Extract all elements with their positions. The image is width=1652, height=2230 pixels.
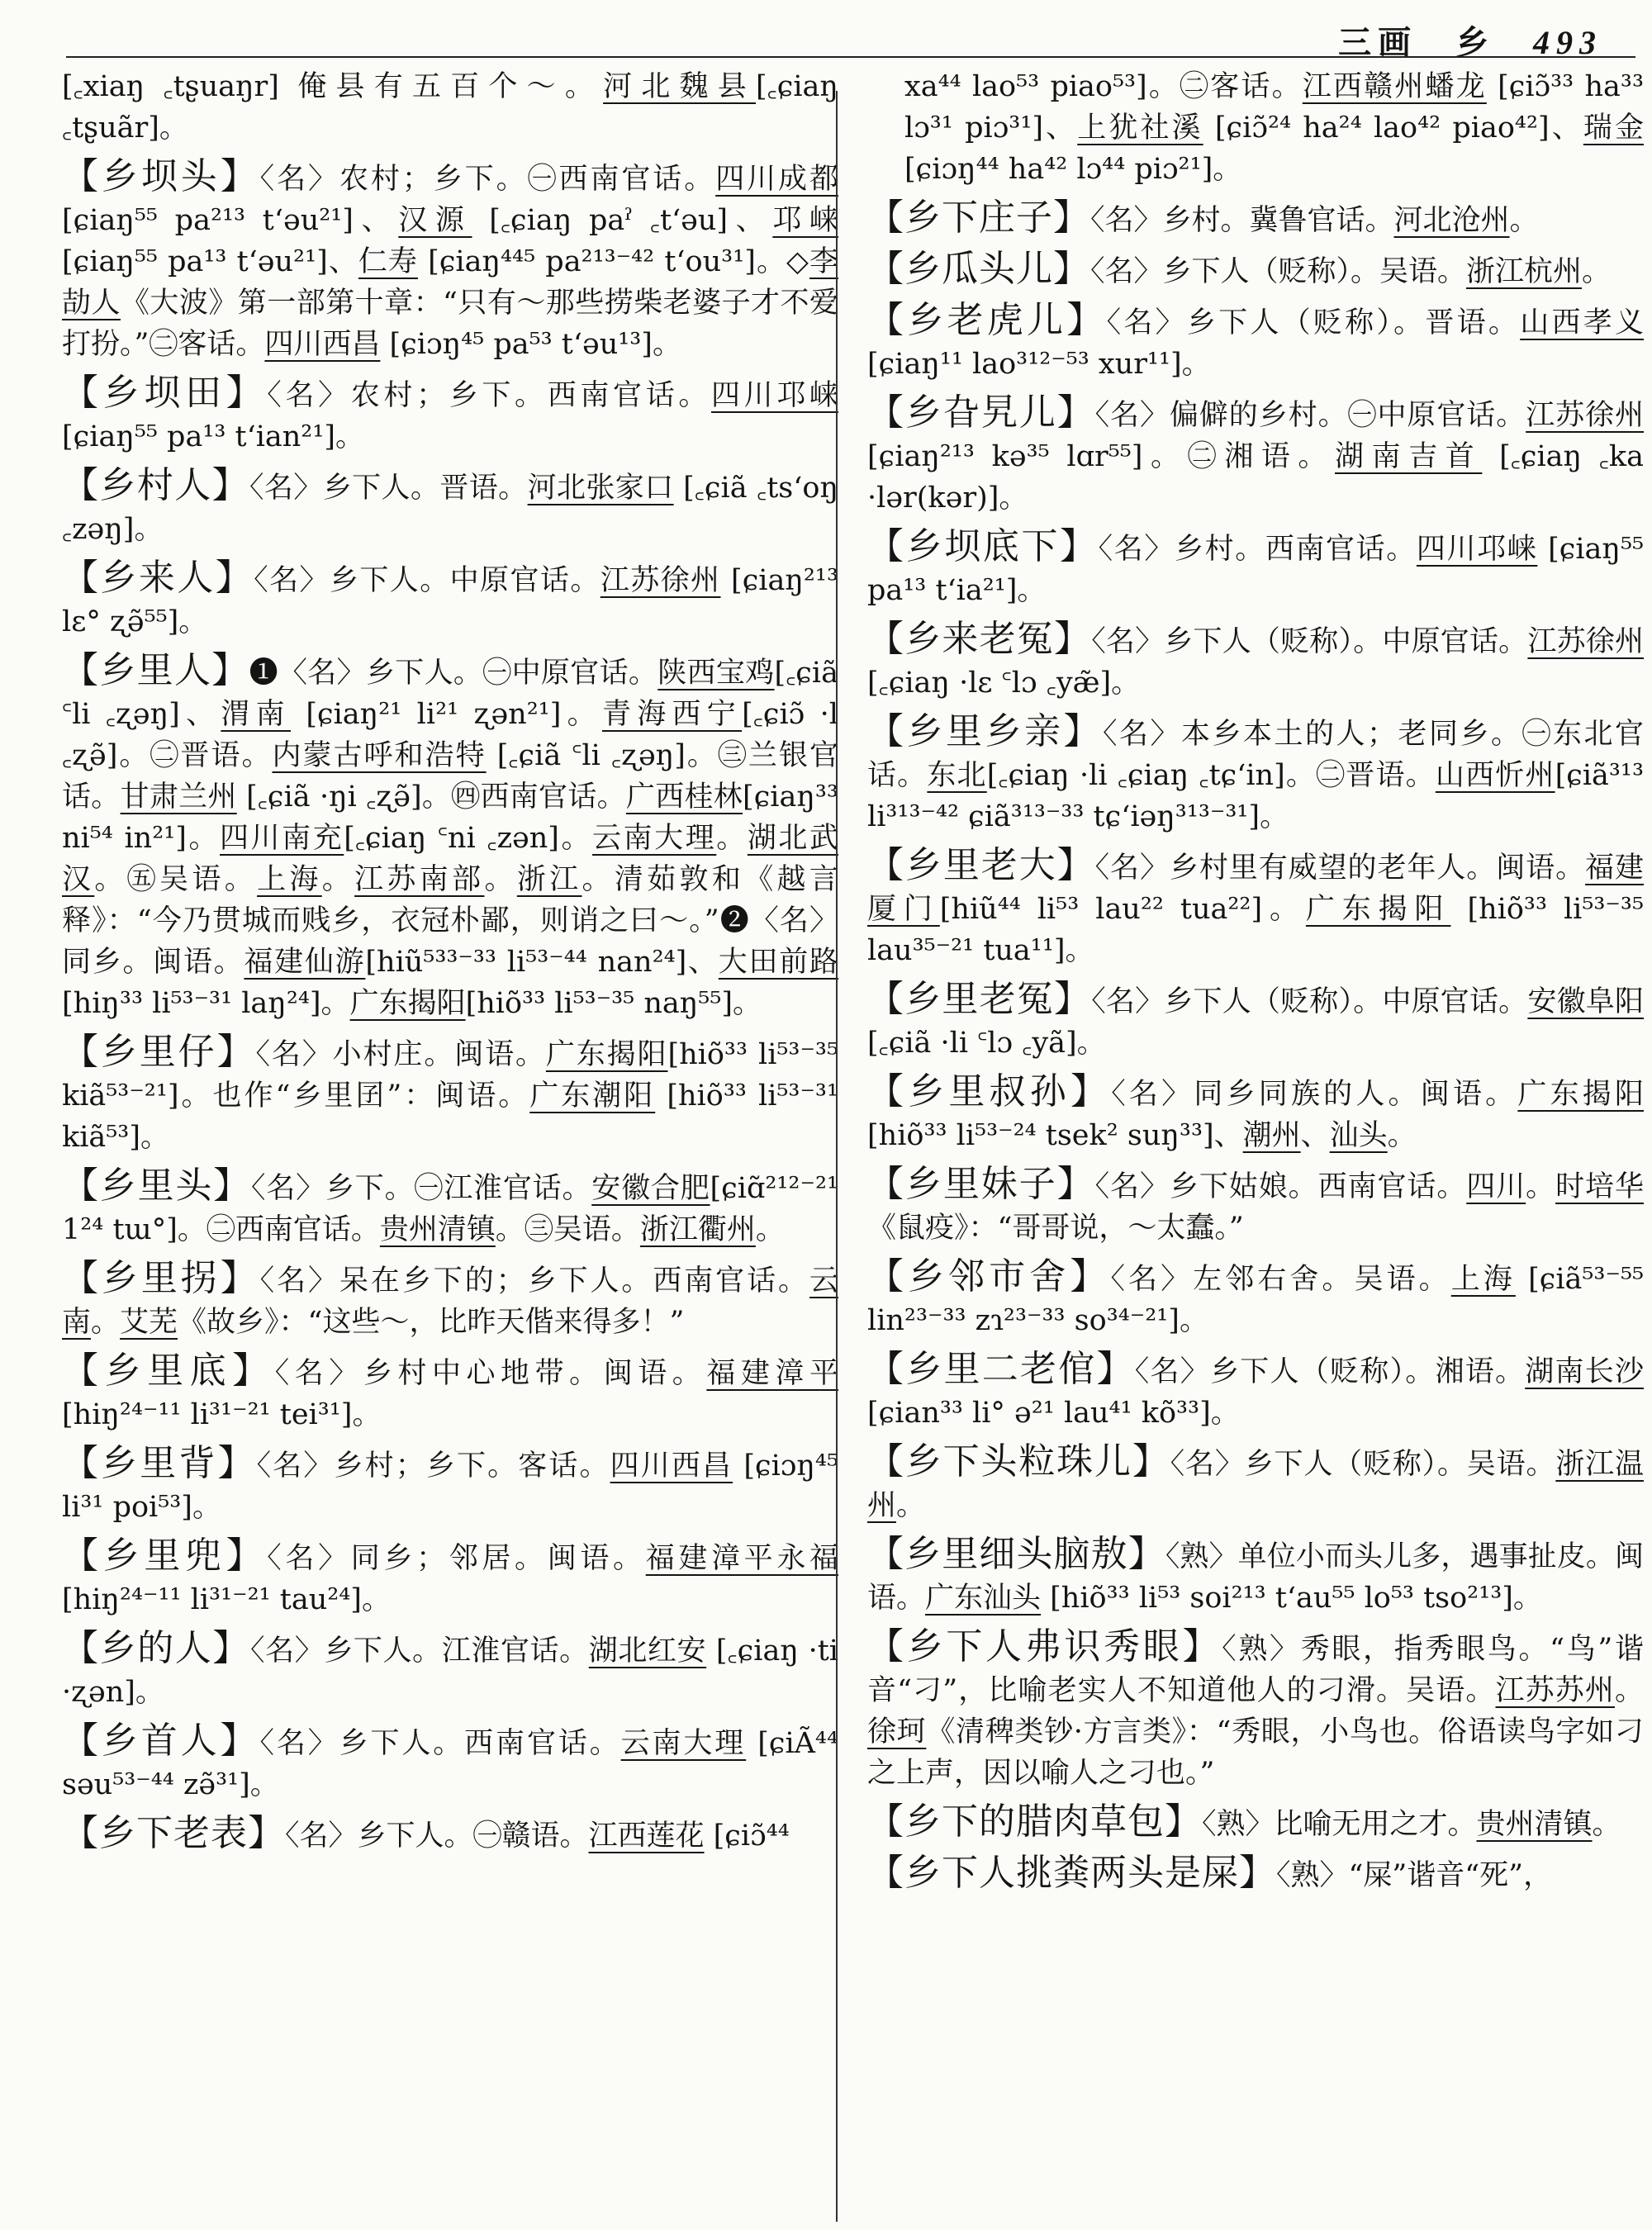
entry-text: [ɕiɔ̃³³ ha³³ lɔ³¹ piɔ³¹]、 [904,70,1644,145]
place-name: 浙江 [516,863,582,896]
dictionary-entry [62,650,838,1024]
entry-text: 〈名〉小村庄。闽语。 [255,1038,546,1071]
entry-text: 〈名〉乡下人（贬称）。中原官话。 [1091,625,1528,658]
header-rule [66,56,1635,58]
place-name: 四川邛崃 [711,379,838,412]
place-name: 内蒙古呼和浩特 [272,739,487,772]
dictionary-entry [867,197,1644,241]
place-name: 山西孝义 [1520,306,1644,339]
entry-text: 〈名〉乡村中心地带。闽语。 [274,1357,707,1390]
entry-text: [꜀ɕiã ꜀ts‘oŋ ꜀zəŋ]。 [62,472,838,546]
dictionary-entry [867,1164,1644,1249]
place-name: 江苏苏州 [1495,1674,1615,1707]
entry-text: 〈熟〉单位小而头儿多，遇事扯皮。闽语。 [867,1540,1644,1615]
dictionary-entry [867,979,1644,1064]
entry-text: [ɕiɔ̃⁴⁴ [704,1820,790,1853]
entry-text: 〈名〉乡村。西南官话。 [1098,533,1417,566]
dictionary-entry [867,1349,1644,1434]
place-name: 大田前路 [718,946,838,979]
entry-text: [ɕiɔ̃²⁴ ha²⁴ lao⁴² piao⁴²]、 [1203,112,1583,145]
entry-text: 《清稗类钞·方言类》：“秀眼，小鸟也。俗语读鸟字如刁之上声，因以喻人之刁也。” [867,1715,1644,1790]
place-name: 东北 [927,759,987,792]
entry-headword: 【乡里二老倌】 [867,1348,1135,1390]
place-name: 四川西昌 [610,1450,733,1483]
entry-headword: 【乡下头粒珠儿】 [867,1440,1170,1483]
place-name: 福建仙游 [244,946,366,979]
entry-headword: 【乡里人】 [62,649,249,691]
entry-text: [ɕiɔŋ⁴⁵ pa⁵³ t‘əu¹³]。 [380,328,681,361]
entry-headword: 【乡里老冤】 [867,978,1092,1020]
place-name: 潮州 [1242,1119,1301,1152]
dictionary-entry [62,1032,838,1158]
entry-text: [hiŋ²⁴⁻¹¹ li³¹⁻²¹ tei³¹]。 [62,1398,382,1431]
entry-text: [ɕiaŋ⁵⁵ pa¹³ t‘əu²¹]、 [62,245,358,278]
entry-text: 〈名〉本乡本土的人；老同乡。㊀东北官话。 [867,718,1644,792]
entry-text: [hiŋ²⁴⁻¹¹ li³¹⁻²¹ tau²⁴]。 [62,1583,391,1616]
dictionary-entry [62,1813,838,1857]
dictionary-entry [62,1165,838,1250]
dictionary-entry [867,1256,1644,1341]
entry-text: 。 [321,863,355,896]
entry-text: [hiũ⁴⁴ li⁵³ lau²² tua²²]。 [939,893,1306,926]
entry-text: [ɕiaŋ⁵⁵ pa¹³ t‘ia²¹]。 [867,533,1644,607]
place-name: 湖南长沙 [1525,1355,1644,1388]
entry-headword: 【乡里乡亲】 [867,710,1103,752]
entry-text: [ɕiɑ̃²¹²⁻²¹ 1²⁴ tɯ°]。㊁西南官话。 [62,1172,838,1246]
entry-text: 〈名〉乡村里有威望的老年人。闽语。 [1094,852,1586,885]
entry-headword: 【乡首人】 [62,1720,260,1762]
dictionary-entry [867,526,1644,611]
place-name: 湖北红安 [588,1635,707,1668]
entry-text: 。㊄吴语。 [94,863,258,896]
place-name: 山西忻州 [1435,759,1555,792]
entry-text: [꜀ɕiaŋ ·ti ·ʐən]。 [62,1635,838,1709]
dictionary-entry [867,249,1644,292]
place-name: 湖南吉首 [1335,440,1483,473]
place-name: 安徽阜阳 [1527,985,1644,1018]
place-name: 福建厦门 [867,852,1644,926]
entry-headword: 【乡里背】 [62,1442,257,1484]
place-name: 四川邛崃 [1416,533,1538,566]
entry-text: 〈名〉乡下人。西南官话。 [259,1727,621,1760]
dictionary-entry [62,465,838,550]
place-name: 四川成都 [715,163,838,196]
place-name: 广东揭阳 [349,987,466,1020]
entry-text: [꜀ɕiɔ̃ ·l ꜀ʐə̃]。㊁晋语。 [62,698,838,772]
entry-text: 《鼠疫》：“哥哥说，～太蠢。” [867,1212,1244,1245]
dictionary-entry [867,1441,1644,1526]
entry-headword: 【乡来人】 [62,557,254,599]
place-name: 云南 [62,1264,838,1339]
entry-text: 《故乡》：“这些～，比昨天偕来得多！” [178,1306,685,1339]
entry-text: 。 [755,1213,785,1246]
entry-text: 〈熟〉秀眼，指秀眼鸟。“鸟”谐音“刁”，比喻老实人不知道他人的刁滑。吴语。 [867,1633,1644,1707]
entry-text: [ɕian³³ li° ə²¹ lau⁴¹ kõ³³]。 [867,1397,1240,1430]
place-name: 上犹社溪 [1077,112,1203,145]
entry-text: [꜀ɕiaŋ ·li ꜀ɕiaŋ ꜀tɕ‘in]。㊁晋语。 [986,759,1436,792]
entry-text: [ɕiɔŋ⁴⁴ ha⁴² lɔ⁴⁴ piɔ²¹]。 [904,153,1242,186]
place-name: 河北张家口 [527,472,674,505]
entry-text: [꜀xiaŋ ꜀tʂuaŋr] 俺县有五百个～。 [62,70,604,103]
entry-text: 。 [1509,204,1539,237]
page-number: 493 [1533,24,1602,61]
entry-headword: 【乡里细头脑敖】 [867,1533,1165,1575]
dictionary-entry [867,1534,1644,1619]
dictionary-entry [867,392,1644,519]
place-name: 广东揭阳 [1305,893,1451,926]
place-name: 广西桂林 [625,780,743,814]
place-name: 江苏南部 [354,863,485,896]
entry-text: [ɕiã³¹³ li³¹³⁻⁴² ɕiã³¹³⁻³³ tɕ‘iəŋ³¹³⁻³¹]。 [867,759,1644,833]
entry-text: 。㊂吴语。 [495,1213,640,1246]
entry-headword: 【乡下老表】 [62,1812,285,1854]
place-name: 安徽合肥 [591,1172,710,1205]
entry-text: 。 [896,1489,926,1522]
entry-text: 〈名〉同乡；邻居。闽语。 [267,1542,646,1575]
entry-headword: 【乡邻市舍】 [867,1255,1111,1298]
place-name: 广东揭阳 [1517,1078,1644,1111]
entry-text: [ɕiaŋ²¹³ lɛ° ʐə̃⁵⁵]。 [62,564,838,638]
entry-text: 〈名〉呆在乡下的；乡下人。西南官话。 [259,1264,809,1298]
entry-headword: 【乡下庄子】 [867,197,1090,239]
place-name: 渭南 [221,698,291,731]
place-name: 浙江衢州 [639,1213,756,1246]
entry-text: [꜀ɕiaŋ paˀ ꜀t‘əu]、 [472,204,773,237]
entry-headword: 【乡里妹子】 [867,1163,1095,1205]
entry-text: 。 [1387,1119,1417,1152]
dictionary-entry [62,1443,838,1528]
entry-text: [ɕiaŋ²¹ li²¹ ʐən²¹]。 [290,698,602,731]
entry-headword: 【乡坝底下】 [867,525,1099,567]
place-name: 云南大理 [592,822,717,855]
place-name: 仁寿 [358,245,418,278]
place-name: 江苏徐州 [1526,399,1644,432]
entry-headword: 【乡旮旯儿】 [867,391,1095,434]
dictionary-entry [62,1258,838,1343]
entry-text: xa⁴⁴ lao⁵³ piao⁵³]。㊁客话。 [904,70,1303,103]
entry-text: 。 [484,863,517,896]
place-name: 四川西昌 [264,328,381,361]
entry-text: 〈名〉同乡同族的人。闽语。 [1111,1078,1518,1111]
dictionary-entry [867,1071,1644,1156]
entry-text: [꜀ɕiã ꜂li ꜀ʐəŋ]。㊂兰银官话。 [62,739,838,814]
place-name: 贵州清镇 [1476,1808,1593,1841]
entry-text: [ɕiaŋ⁵⁵ pa¹³ t‘ian²¹]。 [62,420,365,453]
place-name: 邛崃 [772,204,838,237]
entry-text: 〈名〉乡下人（贬称）。湘语。 [1134,1355,1526,1388]
entry-text: [ɕiɔŋ⁴⁵ li³¹ poi⁵³]。 [62,1450,838,1524]
place-name: 汕头 [1329,1119,1388,1152]
entry-text: 。 [1526,1170,1556,1203]
entry-text: 。清茹敦和《越言释》：“今乃贯城而贱乡，衣冠朴鄙，则诮之曰～。”❷〈名〉同乡。闽语。 [62,863,838,979]
place-name: 河北魏县 [603,70,756,103]
entry-text: 〈名〉农村；乡下。㊀西南官话。 [259,163,716,196]
entry-text: [hiõ³³ li⁵³⁻³⁵ kiã⁵³⁻²¹]。也作“乡里囝”：闽语。 [62,1038,838,1113]
place-name: 广东汕头 [925,1582,1042,1615]
entry-headword: 【乡里兜】 [62,1535,268,1577]
dictionary-entry [867,1626,1644,1794]
entry-text: ❶〈名〉乡下人。㊀中原官话。 [249,657,658,690]
place-name: 四川南充 [220,822,344,855]
entry-text: 〈名〉左邻右舍。吴语。 [1110,1263,1451,1296]
entry-text: 。 [1592,1808,1621,1841]
dictionary-entry [62,1350,838,1435]
entry-text: 〈名〉偏僻的乡村。㊀中原官话。 [1094,399,1526,432]
place-name: 江西莲花 [588,1820,705,1853]
entry-text: [꜀ɕiaŋ ꜀ka ·lər(kər)]。 [867,440,1644,515]
entry-headword: 【乡下人弗识秀眼】 [867,1625,1222,1668]
entry-text: 〈名〉乡村。冀鲁官话。 [1090,204,1394,237]
entry-text: 〈名〉乡下人（贬称）。吴语。 [1170,1448,1556,1481]
entry-text: 〈名〉乡下人（贬称）。中原官话。 [1091,985,1528,1018]
place-name: 李劼人 [62,245,838,320]
entry-text: 〈名〉乡下人。江淮官话。 [250,1635,589,1668]
dictionary-entry [62,558,838,643]
place-name: 广东揭阳 [545,1038,668,1071]
entry-headword: 【乡里拐】 [62,1257,260,1299]
place-name: 河北沧州 [1393,204,1510,237]
entry-text: 〈名〉乡下姑娘。西南官话。 [1094,1170,1467,1203]
entry-headword: 【乡来老冤】 [867,618,1092,660]
entry-text: 〈名〉乡村；乡下。客话。 [256,1450,610,1483]
entry-text: [hiũ⁵³³⁻³³ li⁵³⁻⁴⁴ nan²⁴]、 [365,946,719,979]
place-name: 湖北武汉 [62,822,838,896]
dictionary-entry [867,619,1644,704]
entry-text: [ɕiaŋ⁴⁴⁵ pa²¹³⁻⁴² t‘ou³¹]。◇ [417,245,809,278]
entry-text: [꜀ɕiaŋ ꜀tʂuãr]。 [62,70,838,145]
entry-text: [ɕiaŋ¹¹ lao³¹²⁻⁵³ xur¹¹]。 [867,348,1211,381]
dictionary-entry [62,156,838,365]
place-name: 江苏徐州 [1527,625,1644,658]
left-column [62,66,838,2222]
dictionary-entry [62,372,838,458]
entry-text: 〈名〉乡下人。晋语。 [249,472,528,505]
entry-text: 。 [1614,1674,1644,1707]
entry-text: 《大波》第一部第十章：“只有～那些捞柴老婆子才不爱打扮。”㊁客话。 [62,287,838,361]
entry-text: [hiõ³³ li⁵³ soi²¹³ t‘au⁵⁵ lo⁵³ tso²¹³]。 [1041,1582,1542,1615]
entry-headword: 【乡下人挑粪两头是屎】 [867,1852,1276,1894]
entry-text: 。 [91,1306,121,1339]
dictionary-entry [867,845,1644,971]
dictionary-entry [62,66,838,149]
place-name: 四川 [1466,1170,1526,1203]
entry-text: [ɕiã⁵³⁻⁵⁵ lin²³⁻³³ zɿ²³⁻³³ so³⁴⁻²¹]。 [867,1263,1644,1337]
radical-label: 乡 [1455,23,1496,62]
entry-headword: 【乡瓜头儿】 [867,248,1090,290]
place-name: 陕西宝鸡 [657,657,775,690]
entry-text: [hiõ³³ li⁵³⁻³⁵ lau³⁵⁻²¹ tua¹¹]。 [867,893,1644,967]
dictionary-entry [867,1853,1644,1896]
place-name: 福建漳平永福 [645,1542,838,1575]
entry-headword: 【乡村人】 [62,464,250,506]
place-name: 江西赣州蟠龙 [1302,70,1487,103]
entry-headword: 【乡老虎儿】 [867,299,1107,341]
dictionary-entry [62,1628,838,1713]
entry-text: [꜀ɕiaŋ ·lɛ ꜂lɔ ꜀yæ̃]。 [867,667,1141,700]
entry-text: [ɕiaŋ²¹³ kə³⁵ lɑr⁵⁵]。㊁湘语。 [867,440,1335,473]
dictionary-entry [62,1535,838,1620]
entry-headword: 【乡坝田】 [62,372,268,414]
entry-text: [꜀ɕiã ·li ꜂lɔ ꜀yã]。 [867,1027,1106,1060]
column-divider [836,91,838,2222]
place-name: 艾芜 [120,1306,178,1339]
entry-text: 〈名〉农村；乡下。西南官话。 [267,379,712,412]
place-name: 甘肃兰州 [120,780,237,814]
entry-text: [ɕiaŋ³³ ni⁵⁴ in²¹]。 [62,780,838,855]
entry-text: 〈熟〉“屎”谐音“死”， [1276,1859,1553,1892]
place-name: 福建漳平 [706,1357,838,1390]
entry-text: 〈名〉乡下人（贬称）。晋语。 [1106,306,1521,339]
place-name: 上海 [257,863,322,896]
place-name: 广东潮阳 [529,1079,656,1113]
place-name: 青海西宁 [601,698,743,731]
dictionary-entry [867,711,1644,837]
place-name: 上海 [1450,1263,1516,1296]
dictionary-entry [867,66,1644,190]
entry-text: 、 [1300,1119,1330,1152]
entry-headword: 【乡里底】 [62,1350,275,1392]
entry-text: [hiõ³³ li⁵³⁻³¹ kiã⁵³]。 [62,1079,838,1154]
place-name: 瑞金 [1583,112,1644,145]
entry-headword: 【乡里老大】 [867,844,1095,886]
entry-headword: 【乡里叔孙】 [867,1070,1112,1113]
entry-text: [꜀ɕiaŋ ꜂ni ꜀zən]。 [344,822,593,855]
place-name: 贵州清镇 [379,1213,496,1246]
entry-headword: 【乡坝头】 [62,155,260,197]
entry-headword: 【乡的人】 [62,1627,251,1669]
entry-text: 〈名〉乡下人。㊀赣语。 [285,1820,589,1853]
place-name: 江苏徐州 [600,564,721,597]
entry-text: [꜀ɕiã ·ŋi ꜀ʐə̃]。㊃西南官话。 [236,780,626,814]
place-name: 云南大理 [620,1727,747,1760]
entry-text: [hiõ³³ li⁵³⁻²⁴ tsek² suŋ³³]、 [867,1119,1243,1152]
entry-text: [hiŋ³³ li⁵³⁻³¹ laŋ²⁴]。 [62,987,350,1020]
dictionary-entry [867,300,1644,385]
dictionary-entry [62,1720,838,1805]
place-name: 浙江温州 [867,1448,1644,1522]
entry-text: [ɕiÃ⁴⁴ səu⁵³⁻⁴⁴ zə̃³¹]。 [62,1727,838,1801]
entry-headword: 【乡里头】 [62,1165,252,1207]
right-column [867,66,1644,2222]
place-name: 浙江杭州 [1466,255,1583,288]
entry-text: [hiõ³³ li⁵³⁻³⁵ naŋ⁵⁵]。 [465,987,762,1020]
place-name: 徐珂 [867,1715,927,1748]
place-name: 汉源 [398,204,472,237]
entry-text: 〈名〉乡下。㊀江淮官话。 [251,1172,592,1205]
entry-text: 。 [716,822,748,855]
entry-headword: 【乡里仔】 [62,1031,256,1073]
entry-text: [꜀ɕiã ꜂li ꜀ʐəŋ]、 [62,657,838,731]
entry-text: 〈名〉乡下人（贬称）。吴语。 [1090,255,1467,288]
entry-headword: 【乡下的腊肉草包】 [867,1801,1202,1843]
entry-text: [ɕiaŋ⁵⁵ pa²¹³ t‘əu²¹]、 [62,204,399,237]
section-label: 三画 [1338,23,1418,62]
entry-text: 。 [1582,255,1612,288]
entry-text: 〈熟〉比喻无用之才。 [1202,1808,1477,1841]
dictionary-entry [867,1801,1644,1845]
entry-text: 〈名〉乡下人。中原官话。 [254,564,601,597]
place-name: 时培华 [1555,1170,1644,1203]
